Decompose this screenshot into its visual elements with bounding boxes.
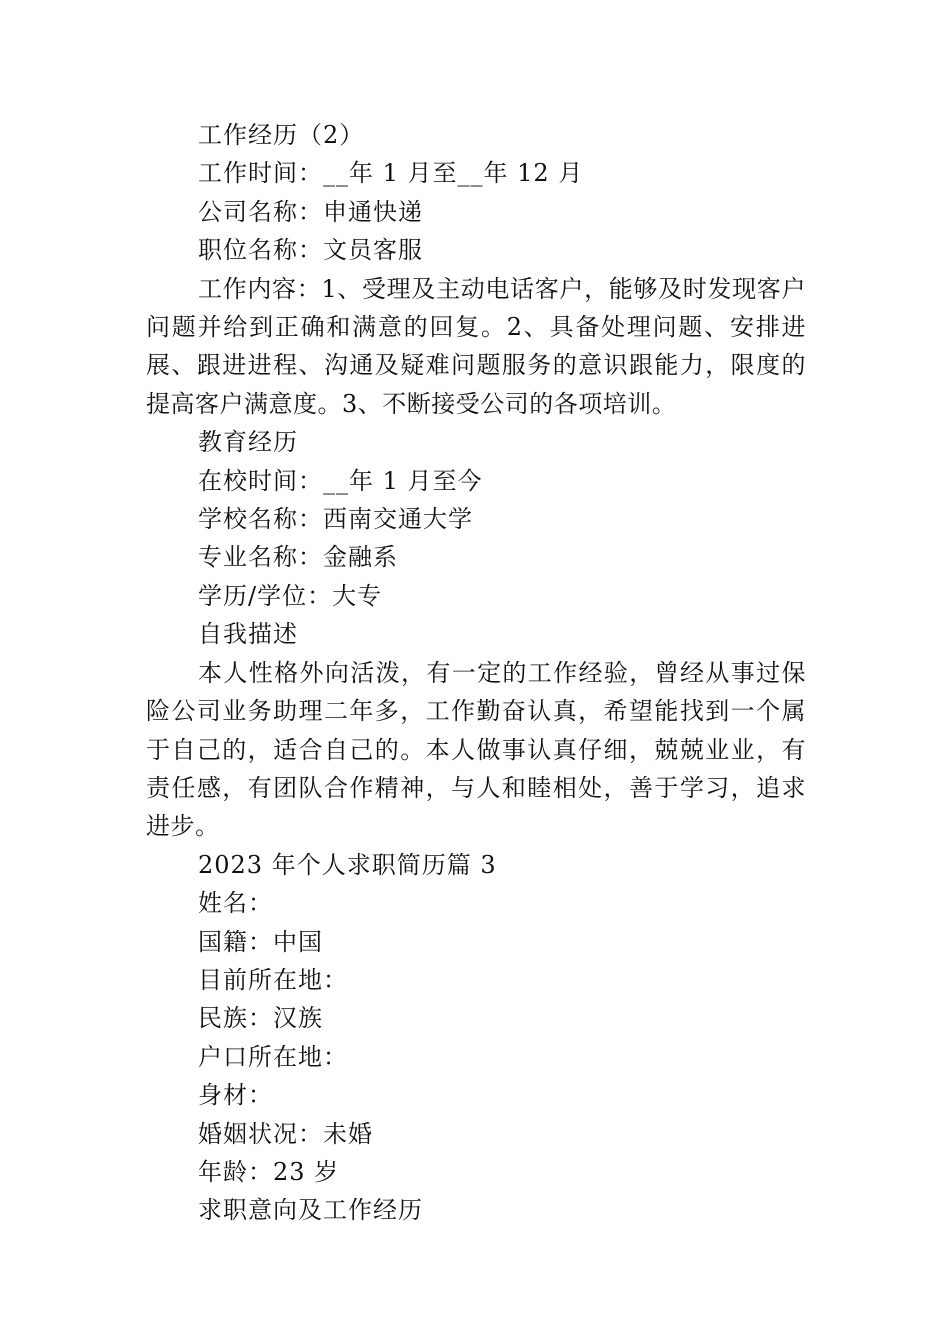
field-current-location: 目前所在地：: [198, 965, 348, 994]
resume3-title: 2023 年个人求职简历篇 3: [198, 850, 497, 879]
document-body: [146, 116, 806, 1230]
position-name: 职位名称：文员客服: [198, 236, 423, 265]
work-time: 工作时间：__年 1 月至__年 12 月: [198, 159, 584, 188]
field-name: 姓名：: [198, 889, 273, 918]
field-marital-status: 婚姻状况：未婚: [198, 1119, 373, 1148]
job-intention-heading: 求职意向及工作经历: [198, 1196, 423, 1225]
field-ethnicity: 民族：汉族: [198, 1004, 323, 1033]
self-description-heading: 自我描述: [198, 620, 298, 649]
major-name: 专业名称：金融系: [198, 543, 398, 572]
field-nationality: 国籍：中国: [198, 927, 323, 956]
self-description-text: 本人性格外向活泼，有一定的工作经验，曾经从事过保险公司业务助理二年多，工作勤奋认真，希望能找到一个属于自己的，适合自己的。本人做事认真仔细，兢兢业业，有责任感，有团队合作精神，与人和睦相处，善于学习，追求进步。: [146, 658, 806, 841]
degree: 学历/学位：大专: [198, 581, 383, 610]
field-figure: 身材：: [198, 1081, 273, 1110]
company-name: 公司名称：申通快递: [198, 197, 423, 226]
field-age: 年龄：23 岁: [198, 1157, 340, 1186]
work-content: 工作内容：1、受理及主动电话客户，能够及时发现客户问题并给到正确和满意的回复。2、具备处理问题、安排进展、跟进进程、沟通及疑难问题服务的意识跟能力，限度的提高客户满意度。3、不断接受公司的各项培训。: [146, 274, 806, 418]
work-experience-heading: 工作经历（2）: [198, 121, 365, 149]
education-heading: 教育经历: [198, 428, 298, 457]
school-name: 学校名称：西南交通大学: [198, 505, 473, 534]
school-time: 在校时间：__年 1 月至今: [198, 466, 483, 495]
field-hukou: 户口所在地：: [198, 1042, 348, 1071]
